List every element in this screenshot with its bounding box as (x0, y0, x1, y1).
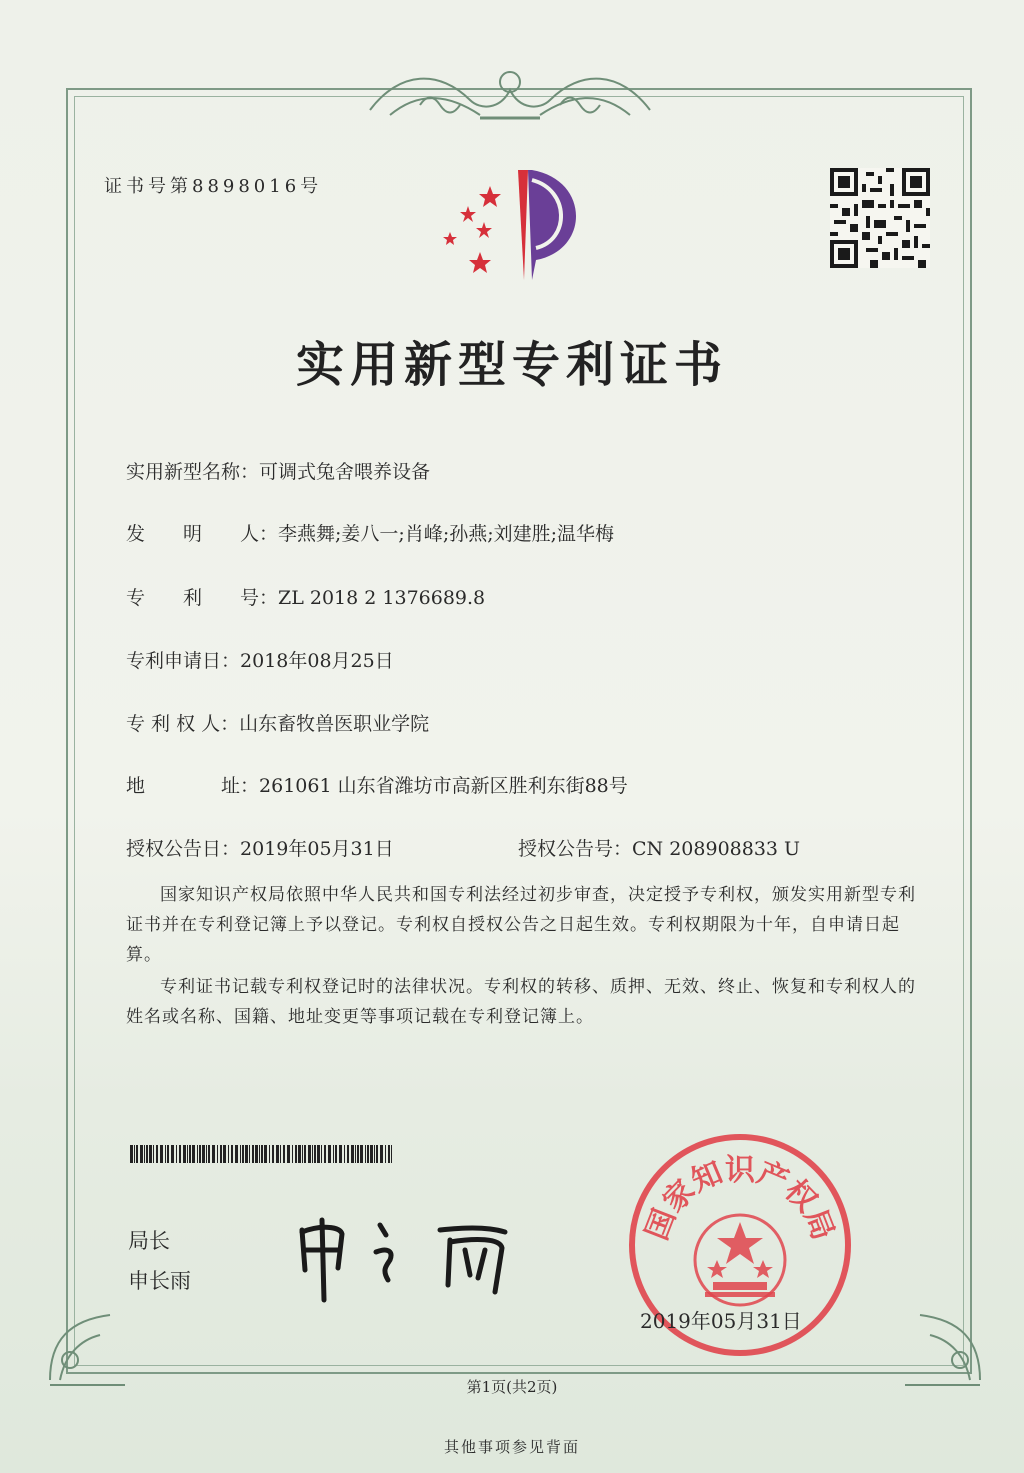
certificate-title: 实用新型专利证书 (295, 337, 728, 393)
seal-text: 国家知识产权局 (639, 1153, 841, 1245)
qr-code-icon (830, 168, 930, 268)
field-label: 实用新型名称： (126, 461, 260, 483)
field-value: 山东畜牧兽医职业学院 (239, 713, 430, 735)
field-value: ZL 2018 2 1376689.8 (278, 587, 486, 609)
field-value: 261061 山东省潍坊市高新区胜利东街88号 (259, 775, 628, 797)
patent-office-logo-icon (440, 160, 610, 290)
field-address (126, 771, 628, 798)
field-patent-holder (126, 709, 429, 736)
field-label: 发 明 人： (126, 523, 279, 545)
signer-name: 申长雨 (128, 1269, 191, 1293)
seal-date: 2019年05月31日 (640, 1309, 802, 1333)
field-grant-number (518, 834, 800, 861)
field-value: 2018年08月25日 (240, 650, 394, 672)
field-application-date (126, 646, 394, 673)
signature-icon (290, 1200, 530, 1310)
signer-role: 局长 (128, 1229, 170, 1253)
field-label: 地 址： (126, 775, 260, 797)
field-label: 专利申请日： (126, 650, 241, 672)
field-patent-number (126, 583, 485, 610)
legal-paragraph-1: 国家知识产权局依照中华人民共和国专利法经过初步审查，决定授予专利权，颁发实用新型专利证书并在专利登记簿上予以登记。专利权自授权公告之日起生效。专利权期限为十年，自申请日起算。 (126, 885, 916, 965)
field-utility-model-name (126, 457, 430, 484)
field-inventors (126, 519, 614, 546)
certificate-number: 证书号第8898016号 (104, 176, 323, 197)
field-grant-date (126, 834, 394, 861)
footer-note: 其他事项参见背面 (443, 1438, 580, 1456)
field-value: 2019年05月31日 (240, 838, 394, 860)
field-label: 授权公告日： (126, 838, 241, 860)
field-label: 授权公告号： (518, 838, 633, 860)
field-value: CN 208908833 U (632, 838, 801, 860)
decorative-ornament-icon (360, 60, 660, 130)
legal-paragraph-2: 专利证书记载专利权登记时的法律状况。专利权的转移、质押、无效、终止、恢复和专利权人的姓名或名称、国籍、地址变更等事项记载在专利登记簿上。 (126, 977, 916, 1027)
field-value: 可调式兔舍喂养设备 (259, 461, 431, 483)
field-value: 李燕舞;姜八一;肖峰;孙燕;刘建胜;温华梅 (278, 523, 615, 545)
page-number: 第1页(共2页) (466, 1378, 558, 1396)
field-label: 专 利 号： (126, 587, 279, 609)
field-label: 专 利 权 人： (126, 713, 240, 735)
barcode-icon (130, 1145, 392, 1163)
